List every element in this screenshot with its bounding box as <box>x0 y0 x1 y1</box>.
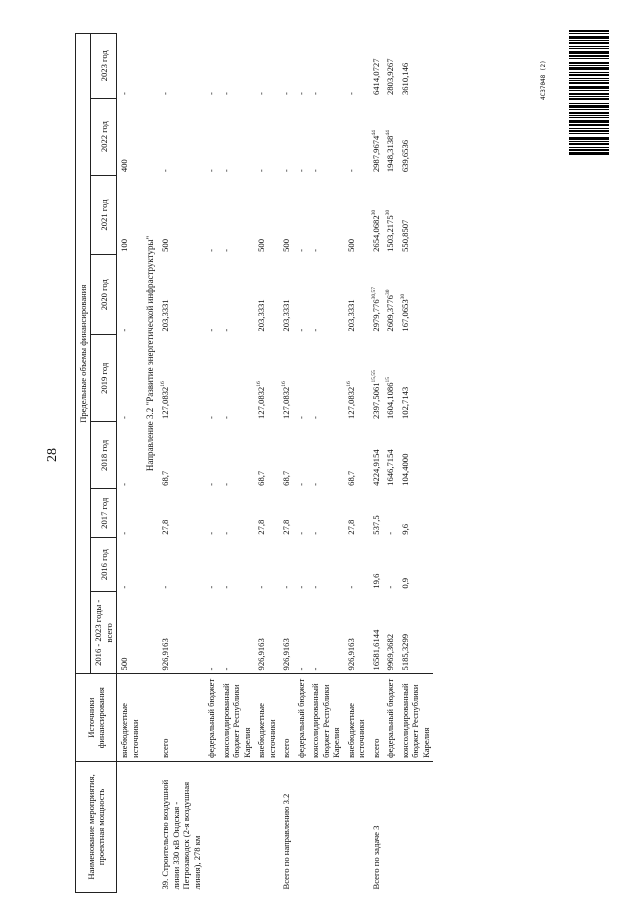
row-2019-cell <box>204 335 218 422</box>
row-2020-cell <box>158 255 204 335</box>
barcode-number: 4C37048 (2) <box>540 60 547 100</box>
header-year-2022: 2022 год <box>91 98 117 175</box>
row-2019: - <box>206 416 217 419</box>
row-2019-cell <box>158 335 204 422</box>
row-2023: 6414,0727 <box>370 58 381 96</box>
row-2017: 9,6 <box>399 523 410 535</box>
row-2019: 102,7143 <box>399 386 410 419</box>
table-row <box>398 34 433 893</box>
row-2020-cell <box>279 255 293 335</box>
row-2023: - <box>119 92 130 96</box>
row-total: 500 <box>119 657 130 671</box>
row-2021-cell <box>254 175 279 255</box>
row-2023: - <box>206 92 217 96</box>
row-2018: 104,4000 <box>399 453 410 486</box>
row-2016: - <box>295 585 306 589</box>
row-2019-cell <box>308 335 343 422</box>
row-2021-cell <box>383 175 397 255</box>
row-2020-cell <box>204 255 218 335</box>
row-2020: 203,3331 <box>281 299 292 332</box>
row-2020: 203,3331 <box>256 299 267 332</box>
row-2021-cell <box>294 175 308 255</box>
row-2021: 2654,0682 <box>370 215 381 252</box>
row-2018: 68,7 <box>345 470 356 486</box>
row-total: 9969,3682 <box>385 633 396 671</box>
row-number: 39. <box>160 878 171 890</box>
row-2023: 3610,146 <box>399 62 410 96</box>
row-2021-cell <box>308 175 343 255</box>
row-2021: - <box>220 249 231 252</box>
row-total: - <box>295 667 306 671</box>
row-2019: - <box>119 416 130 419</box>
funding-table <box>75 33 433 893</box>
table-row <box>294 34 308 893</box>
row-source: всего <box>279 674 293 761</box>
row-2023: - <box>295 92 306 96</box>
row-2017: - <box>220 531 231 535</box>
header-year-2016: 2016 год <box>91 538 117 592</box>
row-2023: 2803,9267 <box>385 58 396 96</box>
row-2019-cell <box>254 335 279 422</box>
row-2016: - <box>220 585 231 589</box>
row-2022-cell <box>398 98 433 175</box>
row-2018: - <box>295 482 306 486</box>
row-2019: - <box>220 416 231 419</box>
row-2017: - <box>310 531 321 535</box>
row-2019-footnote: 16 <box>281 381 288 387</box>
row-total: 926,9163 <box>345 638 356 671</box>
row-2022: - <box>220 169 231 173</box>
row-2020-cell <box>398 255 433 335</box>
row-name-cell <box>294 761 308 892</box>
row-name-cell <box>308 761 343 892</box>
row-2017: 27,8 <box>160 519 171 535</box>
row-total: 926,9163 <box>281 638 292 671</box>
row-2021: 500 <box>345 238 356 252</box>
row-2020: - <box>310 328 321 332</box>
row-source: внебюджетные источники <box>254 674 279 761</box>
row-2021: 100 <box>119 238 130 252</box>
row-2017: 27,8 <box>256 519 267 535</box>
row-2022-cell <box>383 98 397 175</box>
table-row <box>117 34 142 893</box>
header-year-2017: 2017 год <box>91 489 117 538</box>
row-2022-cell <box>279 98 293 175</box>
row-2019-cell <box>117 335 142 422</box>
row-2020-cell <box>344 255 369 335</box>
row-2022: - <box>281 169 292 173</box>
row-2021: 1503,2175 <box>385 215 396 252</box>
row-2022: 1948,3138 <box>385 135 396 173</box>
row-2019: 127,0832 <box>160 386 171 419</box>
row-2019: 127,0832 <box>256 386 267 419</box>
row-2021-footnote: 30 <box>385 209 392 216</box>
row-2020-footnote: 30,57 <box>370 286 377 300</box>
row-2022: - <box>206 169 217 173</box>
row-2016: 19,6 <box>370 573 381 589</box>
header-year-2018: 2018 год <box>91 422 117 489</box>
row-2021: - <box>206 249 217 252</box>
row-name-cell <box>219 761 254 892</box>
row-2017: 537,5 <box>370 515 381 535</box>
table-row <box>219 34 254 893</box>
row-2022-cell <box>158 98 204 175</box>
row-2020: 203,3331 <box>345 299 356 332</box>
row-2019-cell <box>219 335 254 422</box>
table-row <box>344 34 369 893</box>
row-2017: - <box>119 531 130 535</box>
row-2021-cell <box>219 175 254 255</box>
section-row <box>142 34 158 893</box>
row-2019-footnote: 16 <box>345 381 352 387</box>
funding-table-page <box>75 33 600 893</box>
row-2022: - <box>160 169 171 173</box>
row-2019-cell <box>383 335 397 422</box>
table-row <box>369 34 383 893</box>
row-2021: 500 <box>160 238 171 252</box>
row-total: - <box>206 667 217 671</box>
row-source: федеральный бюджет <box>204 674 218 761</box>
row-2016: - <box>206 585 217 589</box>
table-row <box>279 34 293 893</box>
row-name-cell <box>279 761 293 892</box>
row-2022: 400 <box>119 159 130 173</box>
row-2022-cell <box>344 98 369 175</box>
row-total: 5185,3299 <box>399 633 410 671</box>
row-source: консолидированный бюджет Республики Карелия <box>398 674 433 761</box>
row-2020: 167,0653 <box>399 299 410 332</box>
row-source: федеральный бюджет <box>294 674 308 761</box>
row-2020: 2979,776 <box>370 299 381 332</box>
row-source: внебюджетные источники <box>344 674 369 761</box>
header-years-total: 2016 - 2023 годы - всего <box>91 592 117 674</box>
row-name-cell <box>158 761 204 892</box>
row-2016: - <box>310 585 321 589</box>
row-2016: - <box>281 585 292 589</box>
row-2021-cell <box>204 175 218 255</box>
table-row <box>158 34 204 893</box>
row-2020-cell <box>369 255 383 335</box>
row-2022: - <box>345 169 356 173</box>
row-name: Всего по задаче 3 <box>370 825 381 890</box>
row-2016: - <box>256 585 267 589</box>
row-total: 16581,6144 <box>370 629 381 671</box>
row-total: - <box>220 667 231 671</box>
row-2020: - <box>119 328 130 332</box>
row-2018: - <box>310 482 321 486</box>
row-name-cell <box>117 761 142 892</box>
row-2020: - <box>295 328 306 332</box>
row-2023: - <box>310 92 321 96</box>
header-funding-group: Предельные объемы финансирования <box>76 34 91 674</box>
row-2019: - <box>310 416 321 419</box>
row-source: всего <box>158 674 204 761</box>
row-source: внебюджетные источники <box>117 674 142 761</box>
header-year-2023: 2023 год <box>91 34 117 99</box>
row-2021-cell <box>117 175 142 255</box>
row-2016: - <box>119 585 130 589</box>
row-2019: 1604,1086 <box>385 382 396 419</box>
row-2018: 68,7 <box>256 470 267 486</box>
row-2020-cell <box>254 255 279 335</box>
row-2023: - <box>281 92 292 96</box>
row-2023: - <box>220 92 231 96</box>
row-2018: - <box>220 482 231 486</box>
row-2020: 2609,3776 <box>385 295 396 332</box>
row-total: 926,9163 <box>256 638 267 671</box>
row-2021-cell <box>344 175 369 255</box>
header-year-2021: 2021 год <box>91 175 117 255</box>
row-2022-cell <box>204 98 218 175</box>
row-2019-cell <box>294 335 308 422</box>
row-2021: - <box>295 249 306 252</box>
table-row <box>308 34 343 893</box>
row-2016: - <box>160 585 171 589</box>
row-name-cell <box>344 761 369 892</box>
row-2022: 2987,9674 <box>370 135 381 173</box>
row-2019-footnote: 15 <box>385 376 392 383</box>
row-2019: 127,0832 <box>345 386 356 419</box>
row-name-cell <box>369 761 383 892</box>
page-number: 28 <box>45 448 60 462</box>
row-2016: 0,9 <box>399 577 410 589</box>
row-2021: 500 <box>281 238 292 252</box>
row-2016: - <box>345 585 356 589</box>
row-2020-footnote: 30 <box>385 289 392 296</box>
row-2018: 1646,7154 <box>385 449 396 486</box>
row-2019-cell <box>279 335 293 422</box>
row-source: федеральный бюджет <box>383 674 397 761</box>
row-2018: - <box>119 482 130 486</box>
row-2018: - <box>206 482 217 486</box>
row-name: Всего по направлению 3.2 <box>281 793 292 890</box>
row-2023: - <box>345 92 356 96</box>
row-2019-cell <box>344 335 369 422</box>
row-2022-footnote: 44 <box>385 130 392 136</box>
row-2017: - <box>385 531 396 535</box>
row-2018: 68,7 <box>281 470 292 486</box>
row-2020-cell <box>117 255 142 335</box>
row-2021-cell <box>279 175 293 255</box>
row-2020-cell <box>219 255 254 335</box>
row-total: 926,9163 <box>160 638 171 671</box>
row-name-cell <box>204 761 218 892</box>
row-2022: - <box>256 169 267 173</box>
row-2017: - <box>295 531 306 535</box>
row-2018: 4224,9154 <box>370 449 381 486</box>
row-2016: - <box>385 585 396 589</box>
row-2017: 27,8 <box>281 519 292 535</box>
row-2021-cell <box>398 175 433 255</box>
row-name-cell <box>398 761 433 892</box>
table-header <box>76 34 117 893</box>
row-2020: 203,3331 <box>160 299 171 332</box>
table-row <box>204 34 218 893</box>
row-2020-footnote: 30 <box>399 293 406 300</box>
row-2019: - <box>295 416 306 419</box>
row-2019-cell <box>398 335 433 422</box>
row-total: - <box>310 667 321 671</box>
row-source: всего <box>369 674 383 761</box>
row-2021-cell <box>369 175 383 255</box>
row-2019: 2397,5061 <box>370 382 381 419</box>
section-title: Направление 3.2 "Развитие энергетической инфраструктуры" <box>145 235 156 472</box>
table-row <box>254 34 279 893</box>
row-source: консолидированный бюджет Республики Карелия <box>308 674 343 761</box>
row-2021-cell <box>158 175 204 255</box>
row-2021: 550,8507 <box>399 219 410 252</box>
header-source-col: Источники финансирования <box>76 674 117 761</box>
row-2023: - <box>160 92 171 96</box>
row-2020-cell <box>294 255 308 335</box>
row-name-cell <box>254 761 279 892</box>
row-2018: 68,7 <box>160 470 171 486</box>
row-name: Строительство воздушной линии 330 кВ Ондская - Петрозаводск (2-я воздушная линия), 278 км <box>160 779 202 890</box>
row-2023: - <box>256 92 267 96</box>
row-2022-cell <box>254 98 279 175</box>
row-2017: 27,8 <box>345 519 356 535</box>
row-2019-footnote: 16 <box>256 381 263 387</box>
row-2022-cell <box>117 98 142 175</box>
row-2022-cell <box>219 98 254 175</box>
row-2022: - <box>295 169 306 173</box>
row-2022-cell <box>294 98 308 175</box>
barcode <box>569 30 609 190</box>
row-2019-footnote: 15,55 <box>370 370 377 383</box>
row-source: консолидированный бюджет Республики Карелия <box>219 674 254 761</box>
table-row <box>383 34 397 893</box>
row-2022: 639,6536 <box>399 139 410 173</box>
row-2021: - <box>310 249 321 252</box>
row-2021: 500 <box>256 238 267 252</box>
row-2022-cell <box>369 98 383 175</box>
row-2020: - <box>220 328 231 332</box>
header-year-2019: 2019 год <box>91 335 117 422</box>
header-year-2020: 2020 год <box>91 255 117 335</box>
row-name-cell <box>383 761 397 892</box>
row-2017: - <box>206 531 217 535</box>
header-name-col: Наименование мероприятия, проектная мощность <box>76 761 117 892</box>
row-2020-cell <box>383 255 397 335</box>
row-2021-footnote: 30 <box>370 209 377 216</box>
row-2019: 127,0832 <box>281 386 292 419</box>
row-2022: - <box>310 169 321 173</box>
row-2022-cell <box>308 98 343 175</box>
row-2019-footnote: 16 <box>160 381 167 387</box>
row-2020: - <box>206 328 217 332</box>
row-2022-footnote: 44 <box>370 130 377 136</box>
row-2020-cell <box>308 255 343 335</box>
row-2019-cell <box>369 335 383 422</box>
